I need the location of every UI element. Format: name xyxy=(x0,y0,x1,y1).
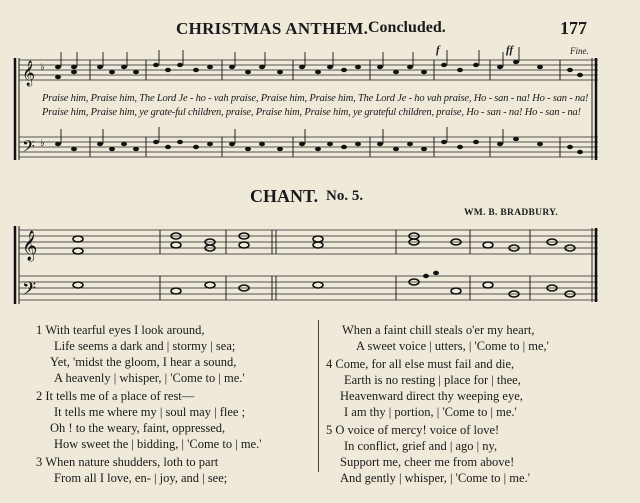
dynamic-fortissimo: ff xyxy=(506,44,514,56)
composer-credit: WM. B. BRADBURY. xyxy=(464,208,559,218)
section-subtitle: Concluded. xyxy=(368,19,446,36)
page-number: 177 xyxy=(560,18,587,38)
verse-line: It tells me where my | soul may | flee ; xyxy=(54,405,246,419)
svg-text:𝄞: 𝄞 xyxy=(22,61,36,86)
verse-line: How sweet the | bidding, | 'Come to | me.' xyxy=(54,437,262,451)
dynamic-forte: f xyxy=(436,44,440,56)
verses-left-column xyxy=(36,322,316,486)
verse-number: 3 xyxy=(36,455,43,469)
verse-line: In conflict, grief and | ago | ny, xyxy=(344,439,498,453)
verse-3 xyxy=(36,454,316,486)
fine-marking: Fine. xyxy=(570,46,589,56)
verse-3-continued xyxy=(326,322,626,354)
verse-line: Support me, cheer me from above! xyxy=(340,455,515,469)
svg-text:♭: ♭ xyxy=(40,138,45,149)
verse-4 xyxy=(326,356,626,420)
verse-line: When a faint chill steals o'er my heart, xyxy=(342,323,535,337)
verse-line: Earth is no resting | place for | thee, xyxy=(344,373,521,387)
verse-number: 1 xyxy=(36,323,43,337)
svg-text:𝄢: 𝄢 xyxy=(22,136,35,160)
svg-text:𝄞: 𝄞 xyxy=(22,231,38,261)
verse-line: Yet, 'midst the gloom, I hear a sound, xyxy=(50,355,237,369)
verse-5 xyxy=(326,422,626,486)
verse-line: O voice of mercy! voice of love! xyxy=(335,423,500,437)
anthem-lyric-line-2: Praise him, Praise him, ye grate-ful children, praise, Praise him, Praise him, ye grateful children, praise, Ho - san - na! Ho - san - na! xyxy=(42,107,581,118)
verses-right-column xyxy=(326,322,626,486)
chant-number: No. 5. xyxy=(326,188,364,204)
verse-number: 5 xyxy=(326,423,333,437)
verse-line: From all I love, en- | joy, and | see; xyxy=(54,471,228,485)
verse-line: I am thy | portion, | 'Come to | me.' xyxy=(344,405,517,419)
verse-line: A sweet voice | utters, | 'Come to | me,' xyxy=(356,339,549,353)
chant-title: CHANT. xyxy=(250,186,319,206)
column-divider xyxy=(318,320,319,472)
verse-line: With tearful eyes I look around, xyxy=(45,323,205,337)
verse-line: Heavenward direct thy weeping eye, xyxy=(340,389,523,403)
svg-text:𝄢: 𝄢 xyxy=(22,279,37,304)
verse-line: When nature shudders, loth to part xyxy=(45,455,219,469)
verse-line: It tells me of a place of rest— xyxy=(45,389,195,403)
verse-number: 4 xyxy=(326,357,333,371)
svg-text:♭: ♭ xyxy=(40,62,45,73)
verse-2 xyxy=(36,388,316,452)
verse-line: Come, for all else must fail and die, xyxy=(335,357,515,371)
verse-line: Oh ! to the weary, faint, oppressed, xyxy=(50,421,226,435)
section-title: CHRISTMAS ANTHEM. xyxy=(176,19,369,38)
verse-number: 2 xyxy=(36,389,43,403)
verse-line: And gently | whisper, | 'Come to | me.' xyxy=(340,471,530,485)
anthem-lyric-line-1: Praise him, Praise him, The Lord Je - ho - vah praise, Praise him, Praise him, The Lord Je - ho vah praise, Ho - san - na! Ho - san - na! xyxy=(42,93,589,104)
verse-1 xyxy=(36,322,316,386)
verse-line: Life seems a dark and | stormy | sea; xyxy=(54,339,236,353)
verse-line: A heavenly | whisper, | 'Come to | me.' xyxy=(54,371,245,385)
